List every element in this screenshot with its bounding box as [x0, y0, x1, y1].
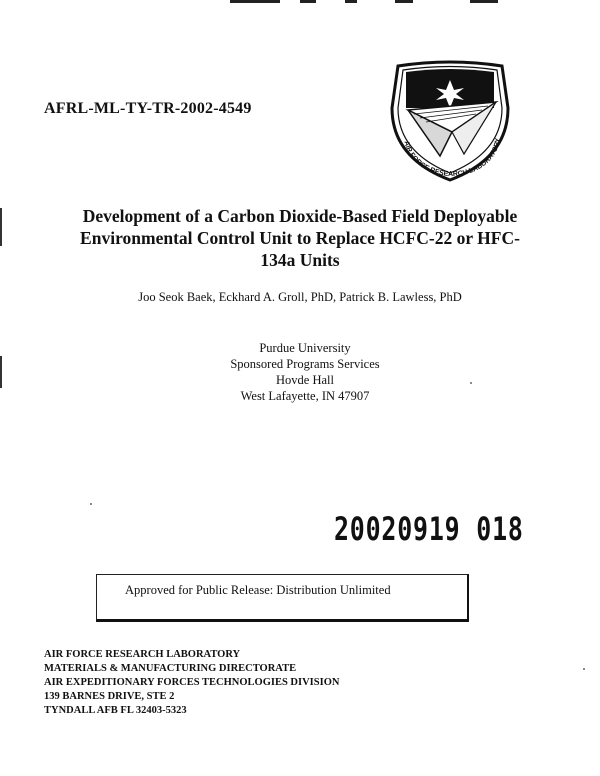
institution-line: Purdue University	[259, 341, 351, 355]
title-line: 134a Units	[260, 250, 340, 270]
title-line: Environmental Control Unit to Replace HCFC-22 or HFC-	[80, 228, 520, 248]
authors: Joo Seok Baek, Eckhard A. Groll, PhD, Patrick B. Lawless, PhD	[138, 290, 462, 304]
institution-line: Hovde Hall	[276, 373, 334, 387]
title-line: Development of a Carbon Dioxide-Based Field Deployable	[82, 206, 518, 226]
scan-artifact-edge	[0, 208, 2, 246]
address-line: AIR EXPEDITIONARY FORCES TECHNOLOGIES DIVISION	[44, 677, 340, 688]
address-line: MATERIALS & MANUFACTURING DIRECTORATE	[44, 663, 297, 674]
institution-line: West Lafayette, IN 47907	[240, 389, 370, 403]
scan-artifact-edge	[0, 356, 2, 388]
air-force-research-laboratory-seal-icon	[384, 58, 516, 184]
laboratory-address	[44, 648, 339, 718]
report-title	[40, 205, 560, 271]
scan-speck	[90, 503, 92, 505]
address-line: TYNDALL AFB FL 32403-5323	[44, 705, 187, 716]
seal-ring-text: AIR FORCE RESEARCH LABORATORY	[402, 137, 502, 179]
release-statement-box	[96, 574, 469, 622]
institution-line: Sponsored Programs Services	[230, 357, 380, 371]
release-statement: Approved for Public Release: Distribution Unlimited	[125, 583, 391, 597]
address-line: AIR FORCE RESEARCH LABORATORY	[44, 649, 241, 660]
address-line: 139 BARNES DRIVE, STE 2	[44, 691, 175, 702]
accession-stamp-number: 20020919 018	[334, 510, 524, 548]
scan-speck	[470, 382, 472, 384]
scan-speck	[583, 668, 585, 670]
institution-address	[140, 340, 470, 404]
scan-artifact-top	[0, 0, 600, 8]
report-number: AFRL-ML-TY-TR-2002-4549	[44, 100, 252, 117]
